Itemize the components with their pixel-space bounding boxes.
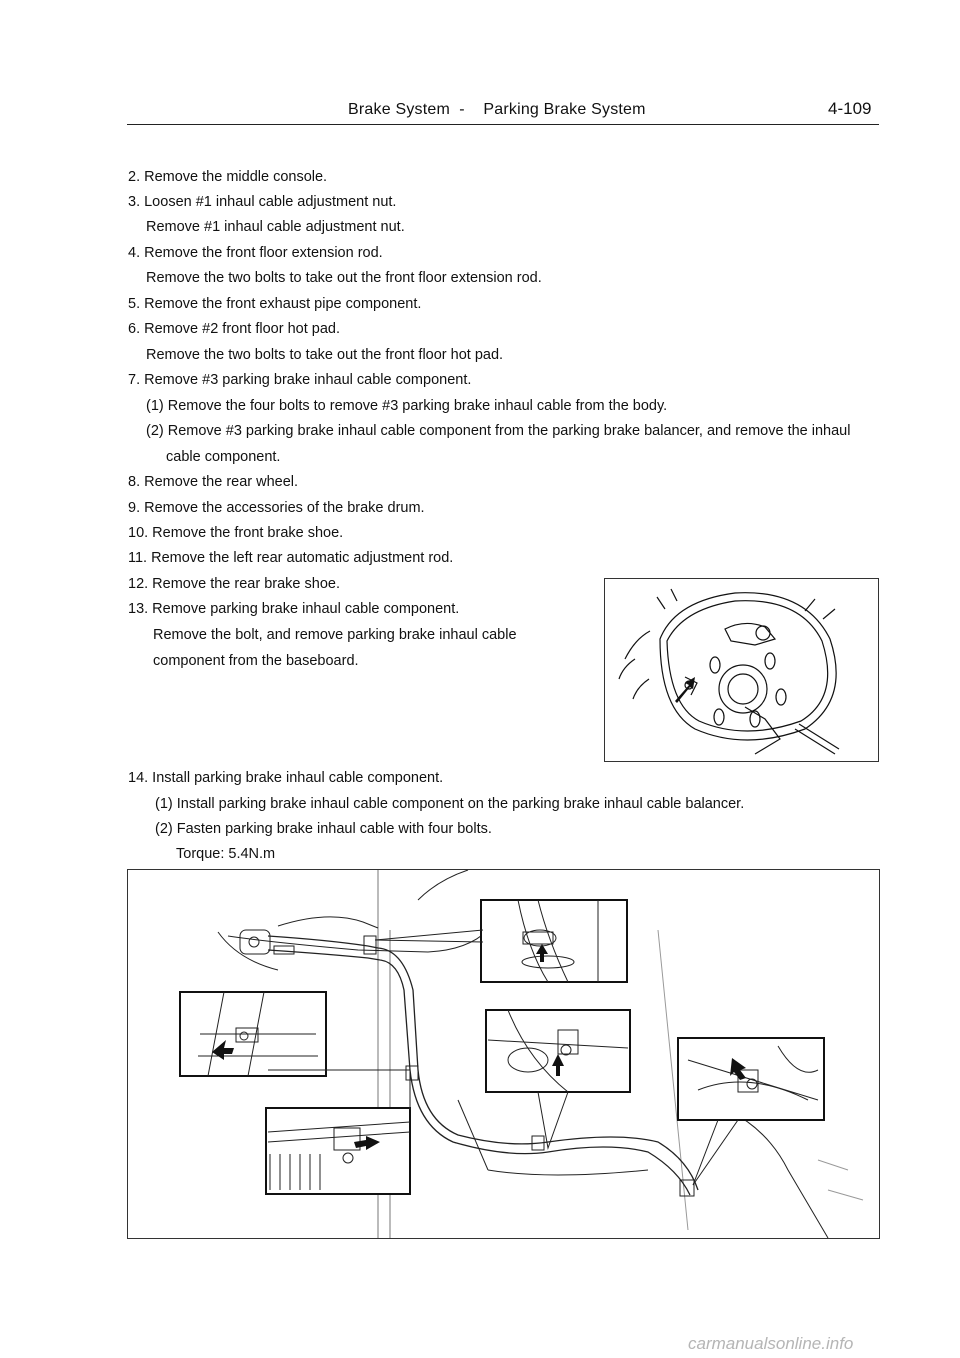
step-line: 14. Install parking brake inhaul cable component. (128, 770, 444, 786)
step-line: Remove the two bolts to take out the front floor hot pad. (146, 347, 504, 363)
step-line: 10. Remove the front brake shoe. (128, 525, 344, 541)
step-line: 12. Remove the rear brake shoe. (128, 576, 340, 592)
page-number: 4-109 (828, 99, 872, 118)
cable-routing-figure (127, 869, 880, 1239)
step-line: Torque: 5.4N.m (176, 846, 276, 862)
step-line: 5. Remove the front exhaust pipe component. (128, 296, 422, 312)
step-line: 3. Loosen #1 inhaul cable adjustment nut. (128, 194, 397, 210)
header-divider (127, 124, 879, 125)
step-line: 2. Remove the middle console. (128, 169, 328, 185)
step-line: 13. Remove parking brake inhaul cable component. (128, 601, 460, 617)
step-line: (1) Install parking brake inhaul cable component on the parking brake inhaul cable balancer. (155, 796, 745, 812)
step-line: (2) Remove #3 parking brake inhaul cable component from the parking brake balancer, and remove the inhaul (146, 423, 851, 439)
step-line: Remove the two bolts to take out the front floor extension rod. (146, 270, 542, 286)
step-line: Remove #1 inhaul cable adjustment nut. (146, 219, 405, 235)
backing-plate-figure (604, 578, 879, 762)
parking-brake-cable-routing-diagram (128, 870, 879, 1238)
brake-backing-plate-diagram (605, 579, 878, 761)
watermark: carmanualsonline.info (688, 1334, 854, 1353)
step-line: component from the baseboard. (153, 653, 359, 669)
step-line: cable component. (166, 449, 281, 465)
step-line: 4. Remove the front floor extension rod. (128, 245, 383, 261)
step-line: 11. Remove the left rear automatic adjustment rod. (128, 550, 454, 566)
step-line: 7. Remove #3 parking brake inhaul cable component. (128, 372, 472, 388)
step-line: Remove the bolt, and remove parking brake inhaul cable (153, 627, 517, 643)
section-title: Brake System - Parking Brake System (348, 101, 646, 118)
step-line: (2) Fasten parking brake inhaul cable with four bolts. (155, 821, 492, 837)
step-line: 8. Remove the rear wheel. (128, 474, 299, 490)
step-line: (1) Remove the four bolts to remove #3 parking brake inhaul cable from the body. (146, 398, 668, 414)
step-line: 6. Remove #2 front floor hot pad. (128, 321, 340, 337)
step-line: 9. Remove the accessories of the brake drum. (128, 500, 425, 516)
